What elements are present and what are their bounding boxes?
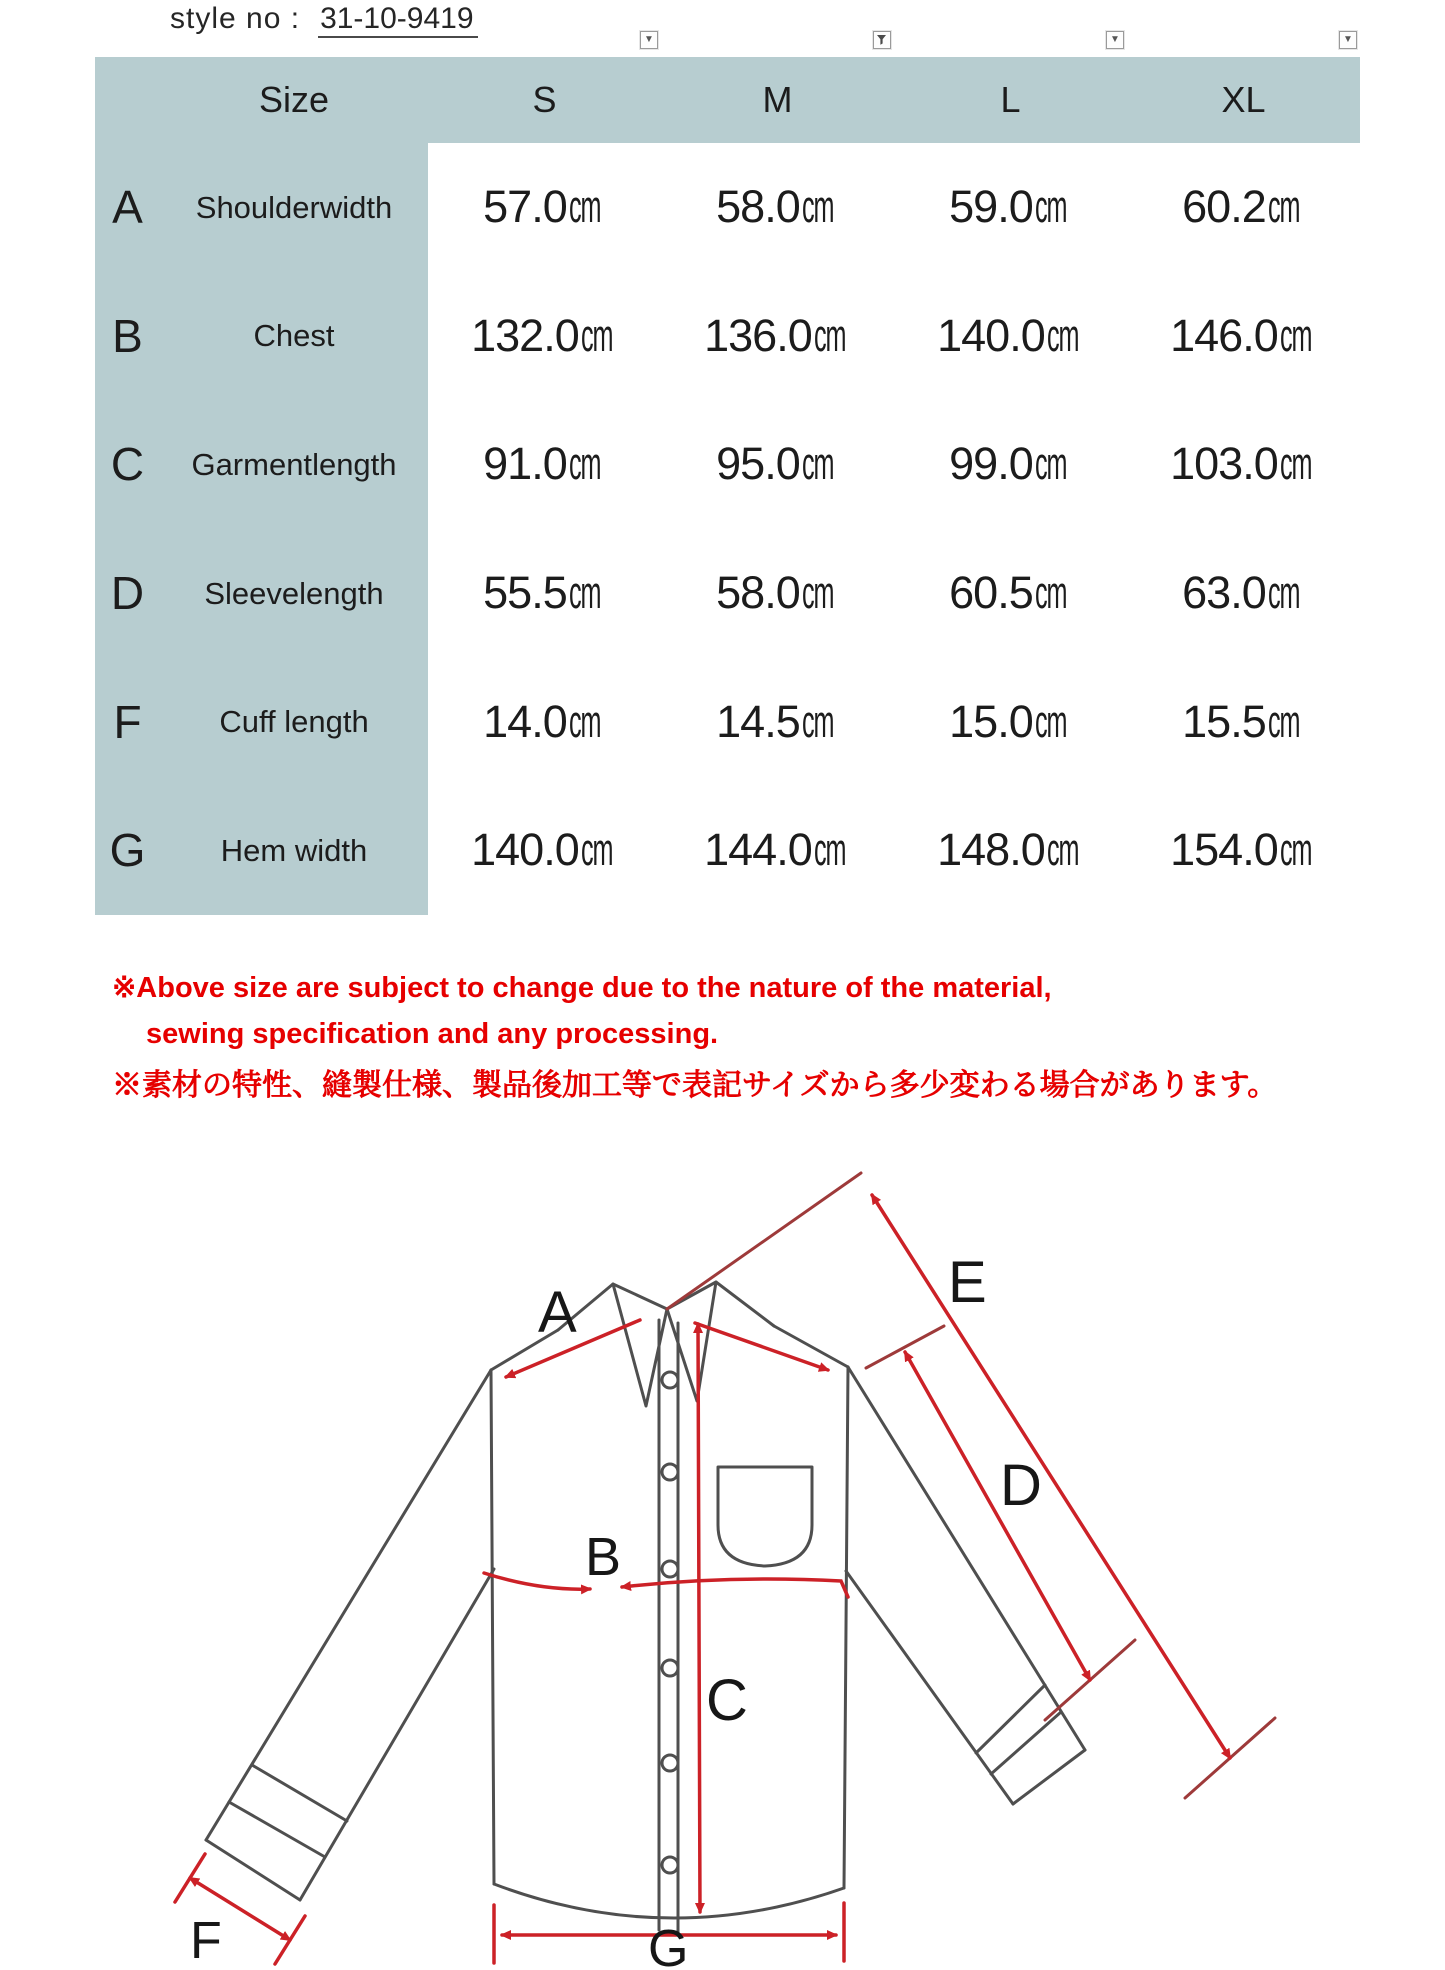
left-cuff-seam-1 (252, 1765, 347, 1821)
left-cuff-seam-2 (229, 1802, 325, 1857)
left-cuff-end (206, 1840, 300, 1900)
table-cell-value-G-XL: 154.0 cm (1170, 824, 1312, 876)
table-cell-value-A-XL: 60.2 cm (1182, 181, 1300, 233)
table-cell-value-G-M: 144.0 cm (704, 824, 846, 876)
diagram-label-A: A (538, 1280, 577, 1345)
collar-to-apex-line (667, 1173, 861, 1309)
button (662, 1857, 678, 1873)
filter-funnel-icon (876, 34, 888, 46)
table-cell-letter-G: G (109, 824, 146, 877)
arrow-B-left (484, 1573, 590, 1589)
dropdown-arrow-icon: ▼ (1343, 34, 1353, 45)
collar-top-edge (558, 1282, 774, 1330)
table-cell-measure-A: Shoulder width (195, 189, 393, 225)
table-cell-letter-F: F (113, 695, 142, 748)
unit-label: cm (1046, 824, 1079, 876)
table-cell-value-A-L: 59.0 cm (949, 181, 1067, 233)
unit-label: cm (580, 309, 613, 361)
unit-label: cm (1267, 695, 1300, 747)
arrow-F-tick-2 (275, 1916, 305, 1964)
table-cell-value-G-S: 140.0 cm (471, 824, 613, 876)
table-cell-measure-B: Chest (253, 318, 335, 354)
table-cell-value-D-L: 60.5 cm (949, 567, 1067, 619)
unit-label: cm (1267, 181, 1300, 233)
unit-label: cm (1046, 309, 1079, 361)
unit-label: cm (801, 695, 834, 747)
unit-label: cm (580, 824, 613, 876)
unit-label: cm (568, 695, 601, 747)
button (662, 1660, 678, 1676)
unit-label: cm (1034, 567, 1067, 619)
diagram-label-F: F (190, 1912, 222, 1970)
table-cell-value-B-XL: 146.0 cm (1170, 309, 1312, 361)
diagram-label-G: G (648, 1920, 689, 1970)
unit-label: cm (1034, 438, 1067, 490)
arrow-E (872, 1195, 1230, 1758)
table-cell-measure-F: Cuff length (219, 704, 369, 740)
diagram-label-B: B (585, 1527, 622, 1587)
unit-label: cm (1279, 309, 1312, 361)
right-cuff-seam-1 (976, 1685, 1045, 1753)
button (662, 1372, 678, 1388)
table-cell-value-D-M: 58.0 cm (716, 567, 834, 619)
style-number-label: style no : (170, 2, 301, 35)
unit-label: cm (813, 309, 846, 361)
style-number-value: 31-10-9419 (318, 2, 477, 38)
table-cell-value-F-L: 15.0 cm (949, 695, 1067, 747)
size-table (95, 57, 1360, 915)
unit-label: cm (1267, 567, 1300, 619)
unit-label: cm (1279, 824, 1312, 876)
table-cell-value-F-M: 14.5 cm (716, 695, 834, 747)
dropdown-arrow-icon: ▼ (1110, 34, 1120, 45)
arrow-B-right (622, 1579, 848, 1597)
right-cuff-end (1013, 1750, 1085, 1804)
diagram-label-C: C (706, 1668, 748, 1733)
unit-label: cm (1279, 438, 1312, 490)
note-japanese: ※素材の特性、縫製仕様、製品後加工等で表記サイズから多少変わる場合があります。 (112, 1069, 1278, 1102)
unit-label: cm (1034, 695, 1067, 747)
button (662, 1561, 678, 1577)
diagram-label-D: D (1000, 1453, 1042, 1518)
style-number-row (170, 2, 478, 36)
table-header-size-L: L (1000, 79, 1021, 120)
left-body-seam (491, 1370, 494, 1884)
table-cell-letter-B: B (112, 309, 143, 362)
unit-label: cm (813, 824, 846, 876)
shirt-measurement-diagram (0, 1140, 1445, 1970)
table-cell-measure-D: Sleeve length (204, 575, 384, 611)
table-header-size-M: M (762, 79, 793, 120)
right-shoulder-seam (774, 1326, 848, 1367)
note-english-line2: sewing specification and any processing. (146, 1018, 719, 1050)
measure-arrows (175, 1195, 1230, 1964)
filter-dropdown-button-S[interactable] (640, 31, 658, 49)
chest-pocket (718, 1467, 812, 1566)
filter-dropdown-button-L[interactable] (1106, 31, 1124, 49)
table-cell-letter-D: D (110, 567, 145, 620)
table-cell-measure-C: Garment length (191, 446, 397, 482)
shoulder-tick (866, 1326, 944, 1368)
table-cell-value-B-M: 136.0 cm (704, 309, 846, 361)
unit-label: cm (568, 181, 601, 233)
table-cell-value-B-S: 132.0 cm (471, 309, 613, 361)
table-cell-value-A-S: 57.0 cm (483, 181, 601, 233)
filter-dropdown-button-M[interactable] (873, 31, 891, 49)
unit-label: cm (568, 567, 601, 619)
table-cell-value-C-XL: 103.0 cm (1170, 438, 1312, 490)
right-cuff-seam-2 (991, 1712, 1061, 1774)
right-body-seam (844, 1367, 848, 1888)
table-header-size-S: S (532, 79, 557, 120)
unit-label: cm (801, 438, 834, 490)
table-cell-value-F-XL: 15.5 cm (1182, 695, 1300, 747)
table-cell-value-D-XL: 63.0 cm (1182, 567, 1300, 619)
arrow-D (905, 1352, 1090, 1680)
table-header-size-XL: XL (1221, 79, 1266, 120)
dropdown-arrow-icon: ▼ (644, 34, 654, 45)
table-cell-value-F-S: 14.0 cm (483, 695, 601, 747)
table-cell-letter-C: C (110, 438, 145, 491)
table-cell-value-B-L: 140.0 cm (937, 309, 1079, 361)
left-sleeve-outer-edge (206, 1370, 491, 1840)
table-cell-value-A-M: 58.0 cm (716, 181, 834, 233)
table-cell-value-C-M: 95.0 cm (716, 438, 834, 490)
table-cell-value-C-S: 91.0 cm (483, 438, 601, 490)
arrow-F-tick-1 (175, 1854, 205, 1902)
table-cell-value-C-L: 99.0 cm (949, 438, 1067, 490)
unit-label: cm (801, 181, 834, 233)
button (662, 1755, 678, 1771)
table-cell-measure-G: Hem width (220, 832, 368, 868)
left-sleeve-inner-edge (300, 1569, 494, 1900)
table-cell-letter-A: A (112, 181, 143, 234)
note-english-line1: ※Above size are subject to change due to the nature of the material, (112, 972, 1052, 1004)
table-cell-value-G-L: 148.0 cm (937, 824, 1079, 876)
unit-label: cm (801, 567, 834, 619)
shirt-outline (206, 1282, 1085, 1932)
filter-dropdown-button-XL[interactable] (1339, 31, 1357, 49)
diagram-label-E: E (948, 1250, 987, 1315)
hem-curve (494, 1884, 844, 1918)
right-sleeve-inner-edge (846, 1571, 1013, 1804)
table-cell-value-D-S: 55.5 cm (483, 567, 601, 619)
right-sleeve-outer-edge (848, 1367, 1085, 1750)
unit-label: cm (1034, 181, 1067, 233)
button (662, 1464, 678, 1480)
table-corner-empty (95, 57, 160, 143)
unit-label: cm (568, 438, 601, 490)
arrow-C (698, 1324, 700, 1912)
table-header-size: Size (258, 79, 330, 120)
